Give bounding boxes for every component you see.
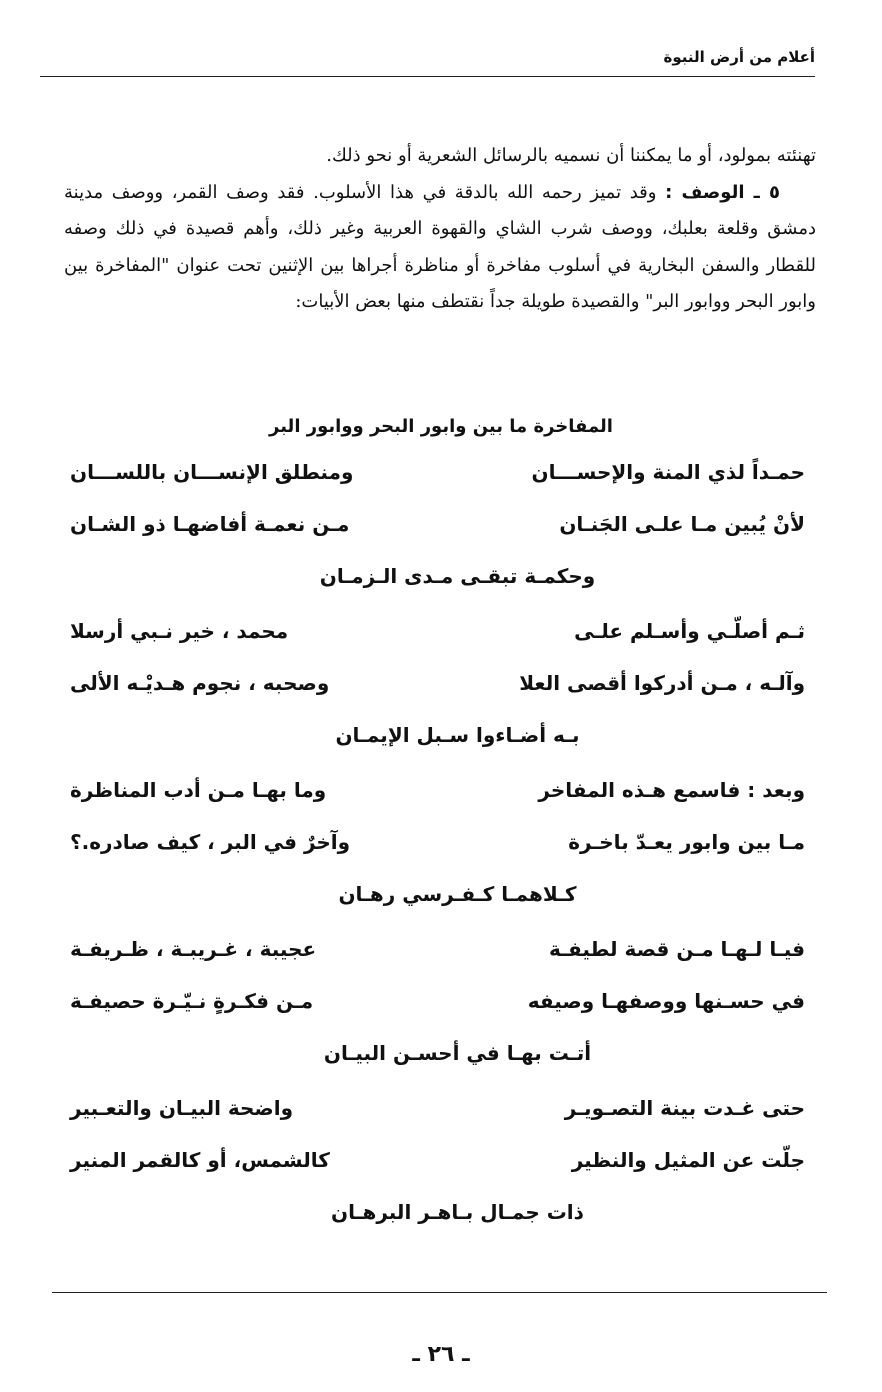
verse-second-hemistich: واضحة البيـان والتعـبير [70,1096,294,1120]
verse-first-hemistich: لأنْ يُبين مـا علـى الجَنـان [559,512,805,536]
footer-divider [52,1292,827,1293]
verse-second-hemistich: وصحبه ، نجوم هـديْـه الألى [70,671,330,695]
poem-title: المفاخرة ما بين وابور البحر ووابور البر [269,416,613,437]
verse [70,452,805,504]
refrain-text: ذات جمـال بـاهـر البرهـان [331,1200,584,1224]
header-divider [40,76,815,77]
refrain-text: بـه أضـاءوا سـبل الإيمـان [335,723,580,747]
verse-first-hemistich: جلّت عن المثيل والنظير [571,1148,805,1172]
stanza [70,770,805,929]
verse-second-hemistich: مـن نعمـة أفاضهـا ذو الشـان [70,512,350,536]
verse-first-hemistich: مـا بين وابور يعـدّ باخـرة [568,830,805,854]
verse-first-hemistich: حتى غـدت بينة التصـويـر [564,1096,805,1120]
verse-refrain [70,1033,805,1088]
running-header [40,48,815,78]
verse-refrain [70,556,805,611]
verse-refrain [70,1192,805,1247]
verse-first-hemistich: في حسـنها ووصفهـا وصيفه [527,989,805,1013]
verse-first-hemistich: وبعد : فاسمع هـذه المفاخر [538,778,805,802]
verse-second-hemistich: كالشمس، أو كالقمر المنير [70,1148,330,1172]
verse-first-hemistich: حمـداً لذي المنة والإحســـان [531,460,805,484]
book-title: أعلام من أرض النبوة [663,48,815,66]
poem-verses [70,452,805,1247]
verse [70,981,805,1033]
verse-first-hemistich: ثـم أصلّـي وأسـلم علـى [574,619,805,643]
refrain-text: أتـت بهـا في أحسـن البيـان [323,1041,592,1065]
verse-second-hemistich: وآخرٌ في البر ، كيف صادره.؟ [70,830,351,854]
verse-second-hemistich: محمد ، خير نـبي أرسلا [70,619,289,643]
paragraph-description-section [64,175,816,321]
verse [70,929,805,981]
verse [70,1088,805,1140]
verse-refrain [70,715,805,770]
verse [70,504,805,556]
stanza [70,611,805,770]
section-heading: ٥ ـ الوصف : [665,181,780,203]
stanza [70,452,805,611]
body-text [64,138,816,321]
verse [70,611,805,663]
verse-second-hemistich: وما بهـا مـن أدب المناظرة [70,778,327,802]
refrain-text: كـلاهمـا كـفـرسي رهـان [338,882,577,906]
verse-refrain [70,874,805,929]
paragraph-continuation: تهنئته بمولود، أو ما يمكننا أن نسميه بالرسائل الشعرية أو نحو ذلك. [326,145,816,166]
refrain-text: وحكمـة تبقـى مـدى الـزمـان [319,564,596,588]
section-text: وقد تميز رحمه الله بالدقة في هذا الأسلوب. فقد وصف القمر، ووصف مدينة دمشق وقلعة بعلبك، ووصف شرب الشاي والقهوة العربية وغير ذلك، وأهم قصيدة في ذلك وصفه للقطار والسفن البخارية في أسلوب مفاخرة أو مناظرة أجراها بين الإثنين تحت عنوان "المفاخرة بين وابور البحر ووابور البر" والقصيدة طويلة جداً نقتطف منها بعض الأبيات: [64,181,816,313]
verse-first-hemistich: فيـا لـهـا مـن قصة لطيفـة [548,937,805,961]
stanza [70,1088,805,1247]
verse-second-hemistich: مـن فكـرةٍ نـيّـرة حصيفـة [70,989,314,1013]
verse [70,663,805,715]
verse [70,770,805,822]
verse-first-hemistich: وآلـه ، مـن أدركوا أقصى العلا [519,671,805,695]
page-number: ـ ٢٦ ـ [412,1342,470,1367]
verse-second-hemistich: عجيبة ، غـريبـة ، ظـريفـة [70,937,317,961]
verse-second-hemistich: ومنطلق الإنســـان باللســـان [70,460,354,484]
verse [70,1140,805,1192]
stanza [70,929,805,1088]
verse [70,822,805,874]
